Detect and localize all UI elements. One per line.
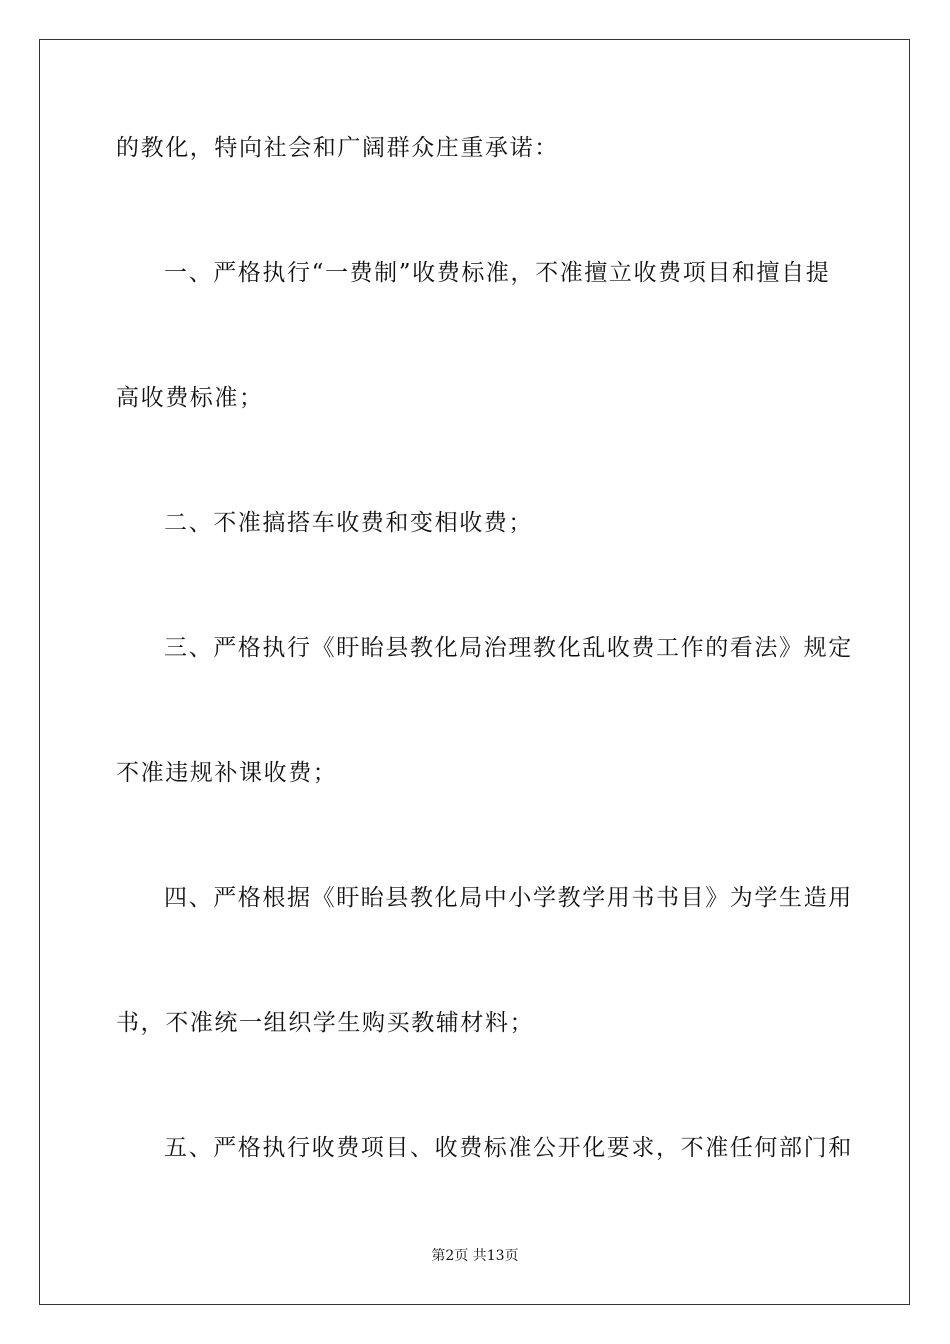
body-text-line: 四、严格根据《盱眙县教化局中小学教学用书书目》为学生造用: [164, 885, 853, 911]
body-text-line: 五、严格执行收费项目、收费标准公开化要求，不准任何部门和: [164, 1135, 853, 1161]
body-text-line: 三、严格执行《盱眙县教化局治理教化乱收费工作的看法》规定: [164, 635, 853, 661]
body-text-line: 二、不准搞搭车收费和变相收费；: [164, 510, 533, 536]
body-text-line: 高收费标准；: [116, 385, 264, 411]
page-number-footer: 第2页 共13页: [431, 1248, 519, 1264]
body-text-line: 一、严格执行“一费制”收费标准，不准擅立收费项目和擅自提: [164, 260, 831, 286]
body-text-line: 书，不准统一组织学生购买教辅材料；: [116, 1010, 535, 1036]
page-border: [39, 39, 910, 1305]
body-text-line: 的教化，特向社会和广阔群众庄重承诺：: [116, 135, 559, 161]
body-text-line: 不准违规补课收费；: [116, 760, 338, 786]
